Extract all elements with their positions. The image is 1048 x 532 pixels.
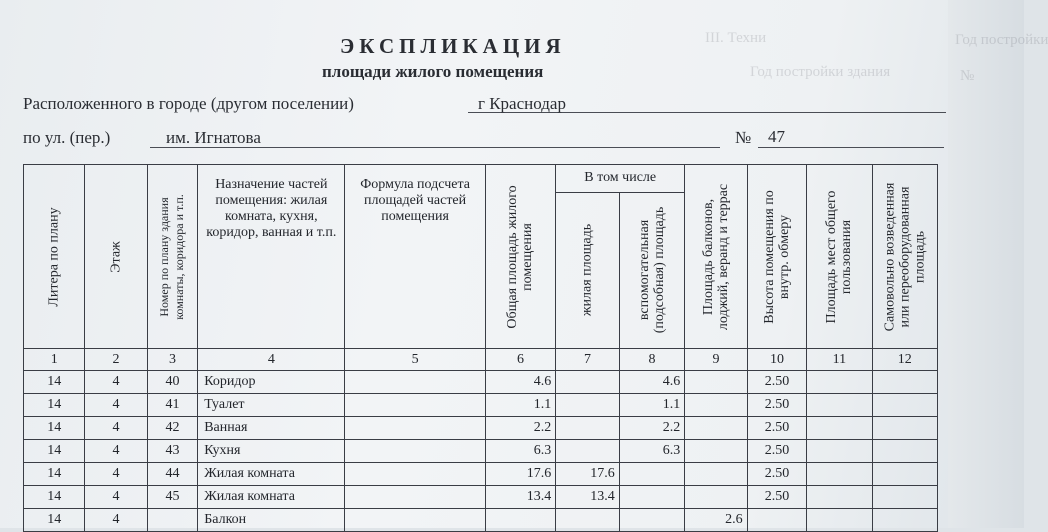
cell-formula [345,417,485,440]
col-number: 11 [807,349,872,371]
cell-height: 2.50 [747,394,807,417]
cell-litera: 14 [24,509,85,532]
cell-litera: 14 [24,463,85,486]
table-row [24,486,938,509]
cell-unauth [872,509,937,532]
bleed-through-text: Год постройки здания [750,64,891,80]
cell-aux [619,486,684,509]
cell-living [556,440,620,463]
table-row [24,463,938,486]
col-number: 2 [85,349,147,371]
cell-name: Туалет [198,394,345,417]
table-row [24,440,938,463]
cell-balcony [685,486,747,509]
cell-common [807,394,872,417]
street-value: им. Игнатова [166,128,261,147]
cell-total: 17.6 [485,463,555,486]
cell-formula [345,509,485,532]
cell-height: 2.50 [747,440,807,463]
cell-name: Коридор [198,371,345,394]
cell-total: 13.4 [485,486,555,509]
bleed-through-text: № [960,68,975,84]
document-title: ЭКСПЛИКАЦИЯ [340,34,566,58]
col-number: 10 [747,349,807,371]
col-number: 7 [556,349,620,371]
cell-formula [345,463,485,486]
cell-living: 17.6 [556,463,620,486]
cell-formula [345,371,485,394]
cell-living [556,394,620,417]
cell-total [485,509,555,532]
col-header-including-group: В том числе [556,165,685,193]
cell-common [807,371,872,394]
cell-unauth [872,394,937,417]
cell-num: 45 [147,486,198,509]
col-header-common-area: Площадь мест общего пользования [807,165,872,349]
street-label: по ул. (пер.) [23,128,111,147]
location-label: Расположенного в городе (другом поселении) [23,94,354,113]
cell-num: 42 [147,417,198,440]
cell-name: Жилая комната [198,463,345,486]
cell-num: 40 [147,371,198,394]
col-header-auxiliary-area: вспомогательная (подсобная) площадь [619,192,684,348]
cell-name: Кухня [198,440,345,463]
col-header-room-number: Номер по плану здания комнаты, коридора и т.п. [147,165,198,349]
cell-floor: 4 [85,417,147,440]
cell-aux: 4.6 [619,371,684,394]
column-number-row [24,349,938,371]
cell-litera: 14 [24,486,85,509]
cell-floor: 4 [85,486,147,509]
cell-floor: 4 [85,463,147,486]
col-number: 9 [685,349,747,371]
col-header-living-area: жилая площадь [556,192,620,348]
cell-height: 2.50 [747,486,807,509]
table-body [24,371,938,532]
cell-balcony [685,371,747,394]
col-header-litera: Литера по плану [24,165,85,349]
cell-litera: 14 [24,440,85,463]
cell-aux [619,463,684,486]
col-number: 6 [485,349,555,371]
cell-common [807,440,872,463]
col-header-purpose: Назначение частей помещения: жилая комната, кухня, коридор, ванная и т.п. [198,165,345,349]
cell-common [807,486,872,509]
cell-litera: 14 [24,371,85,394]
cell-formula [345,486,485,509]
cell-aux: 6.3 [619,440,684,463]
number-value: 47 [768,127,785,146]
cell-formula [345,394,485,417]
cell-num: 41 [147,394,198,417]
cell-living: 13.4 [556,486,620,509]
cell-num: 43 [147,440,198,463]
explication-table [23,164,938,532]
location-value: г Краснодар [478,94,566,113]
cell-floor: 4 [85,394,147,417]
bleed-through-text: III. Техни [705,30,767,46]
cell-floor: 4 [85,440,147,463]
cell-balcony [685,463,747,486]
cell-balcony [685,394,747,417]
col-header-unauthorized-area: Самовольно возведенная или переоборудованная площадь [872,165,937,349]
table-row [24,417,938,440]
cell-living [556,417,620,440]
cell-unauth [872,440,937,463]
col-header-balcony-area: Площадь балконов, лоджий, веранд и террас [685,165,747,349]
cell-name: Ванная [198,417,345,440]
cell-litera: 14 [24,417,85,440]
cell-aux: 2.2 [619,417,684,440]
document-subtitle: площади жилого помещения [322,62,544,81]
cell-height: 2.50 [747,371,807,394]
col-number: 3 [147,349,198,371]
table-row [24,509,938,532]
cell-balcony [685,417,747,440]
col-number: 5 [345,349,485,371]
cell-total: 6.3 [485,440,555,463]
col-number: 8 [619,349,684,371]
cell-unauth [872,463,937,486]
cell-height: 2.50 [747,463,807,486]
explication-table-wrap [23,164,938,528]
cell-living [556,371,620,394]
cell-common [807,417,872,440]
col-number: 1 [24,349,85,371]
cell-living [556,509,620,532]
cell-name: Жилая комната [198,486,345,509]
cell-floor: 4 [85,509,147,532]
cell-height [747,509,807,532]
cell-total: 2.2 [485,417,555,440]
cell-common [807,463,872,486]
col-header-floor: Этаж [85,165,147,349]
col-number: 12 [872,349,937,371]
cell-formula [345,440,485,463]
cell-total: 4.6 [485,371,555,394]
cell-balcony: 2.6 [685,509,747,532]
cell-num: 44 [147,463,198,486]
col-header-total-area: Общая площадь жилого помещения [485,165,555,349]
number-underline [758,147,944,148]
cell-name: Балкон [198,509,345,532]
cell-total: 1.1 [485,394,555,417]
col-header-height: Высота помещения по внутр. обмеру [747,165,807,349]
cell-common [807,509,872,532]
cell-aux: 1.1 [619,394,684,417]
table-row [24,371,938,394]
cell-unauth [872,371,937,394]
col-number: 4 [198,349,345,371]
cell-aux [619,509,684,532]
cell-height: 2.50 [747,417,807,440]
bleed-through-text: Год постройки [955,32,1048,48]
cell-balcony [685,440,747,463]
cell-unauth [872,486,937,509]
col-header-formula: Формула подсчета площадей частей помещения [345,165,485,349]
cell-litera: 14 [24,394,85,417]
cell-unauth [872,417,937,440]
table-row [24,394,938,417]
number-label: № [735,128,752,147]
cell-num [147,509,198,532]
cell-floor: 4 [85,371,147,394]
